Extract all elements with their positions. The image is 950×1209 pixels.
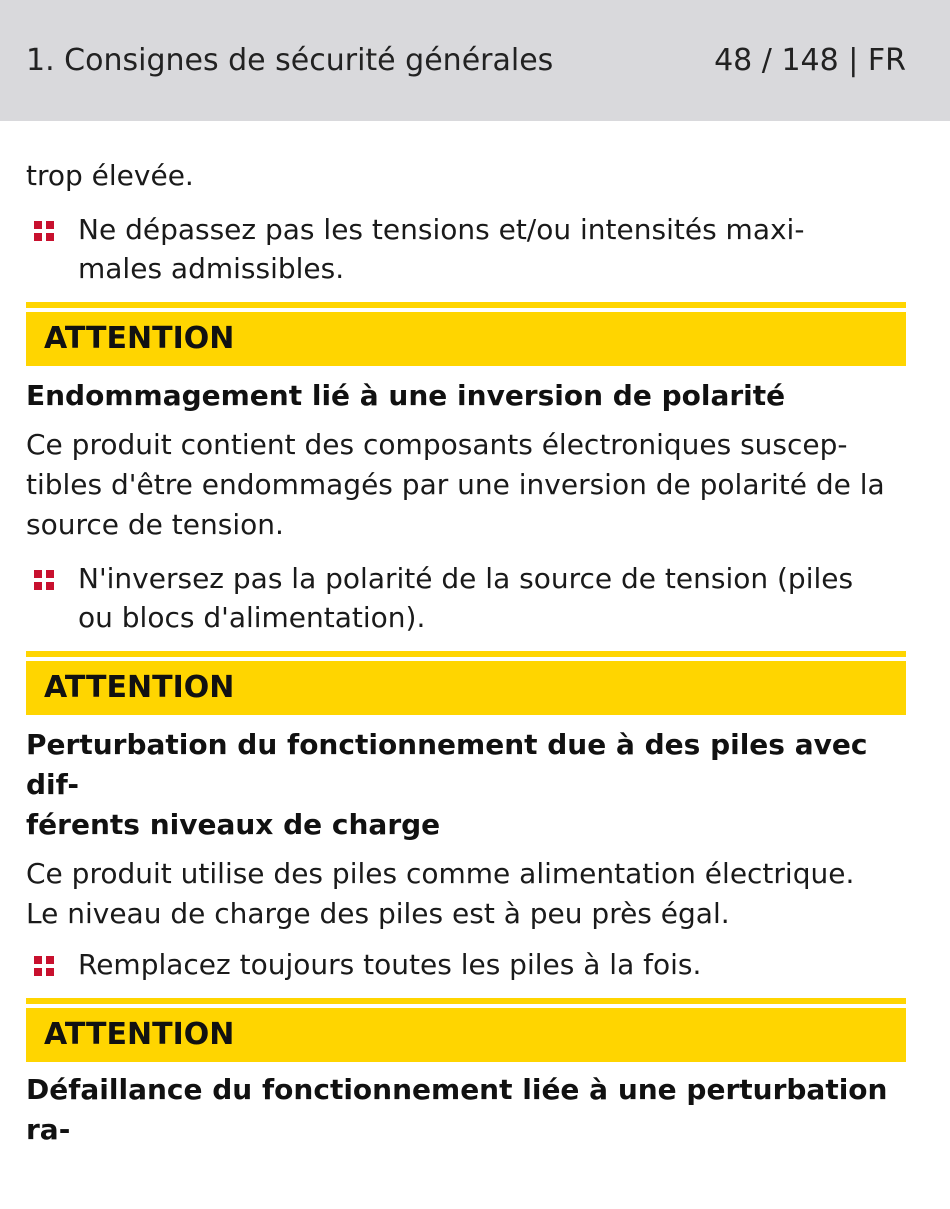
- page-content: [26, 121, 906, 1150]
- attention-label: ATTENTION: [26, 312, 906, 366]
- body-line: Ce produit utilise des piles comme alimentation électrique.: [26, 857, 855, 890]
- body-line: tibles d'être endommagés par une inversion de polarité de la: [26, 468, 885, 501]
- red-square-bullet-icon: [34, 956, 54, 976]
- bullet-text-line: Ne dépassez pas les tensions et/ou intensités maxi-: [78, 213, 805, 246]
- bullet-text-line: Remplacez toujours toutes les piles à la fois.: [78, 948, 702, 981]
- bullet-item: [26, 945, 906, 984]
- bullet-text-line: N'inversez pas la polarité de la source de tension (piles: [78, 562, 854, 595]
- yellow-double-rule: [26, 302, 906, 326]
- section-title: 1. Consignes de sécurité générales: [26, 43, 554, 78]
- attention-label: ATTENTION: [26, 661, 906, 715]
- warning-title: [26, 725, 906, 845]
- body-line: Ce produit contient des composants électroniques suscep-: [26, 428, 848, 461]
- bullet-item: [26, 559, 906, 637]
- warning-body: [26, 425, 906, 545]
- yellow-double-rule: [26, 998, 906, 1022]
- title-line: Perturbation du fonctionnement due à des piles avec dif-: [26, 728, 868, 801]
- warning-title: Endommagement lié à une inversion de polarité: [26, 379, 786, 412]
- warning-title: Défaillance du fonctionnement liée à une perturbation ra-: [26, 1073, 888, 1146]
- body-line: Le niveau de charge des piles est à peu près égal.: [26, 897, 730, 930]
- page-header: [0, 0, 950, 121]
- bullet-text-line: males admissibles.: [78, 252, 345, 285]
- yellow-double-rule: [26, 651, 906, 675]
- intro-text: trop élevée.: [26, 159, 194, 192]
- red-square-bullet-icon: [34, 221, 54, 241]
- warning-body: [26, 854, 906, 934]
- attention-label: ATTENTION: [26, 1008, 906, 1062]
- bullet-item: [26, 210, 906, 288]
- page-info: 48 / 148 | FR: [714, 43, 906, 78]
- red-square-bullet-icon: [34, 570, 54, 590]
- title-line: férents niveaux de charge: [26, 808, 441, 841]
- bullet-text-line: ou blocs d'alimentation).: [78, 601, 426, 634]
- body-line: source de tension.: [26, 508, 284, 541]
